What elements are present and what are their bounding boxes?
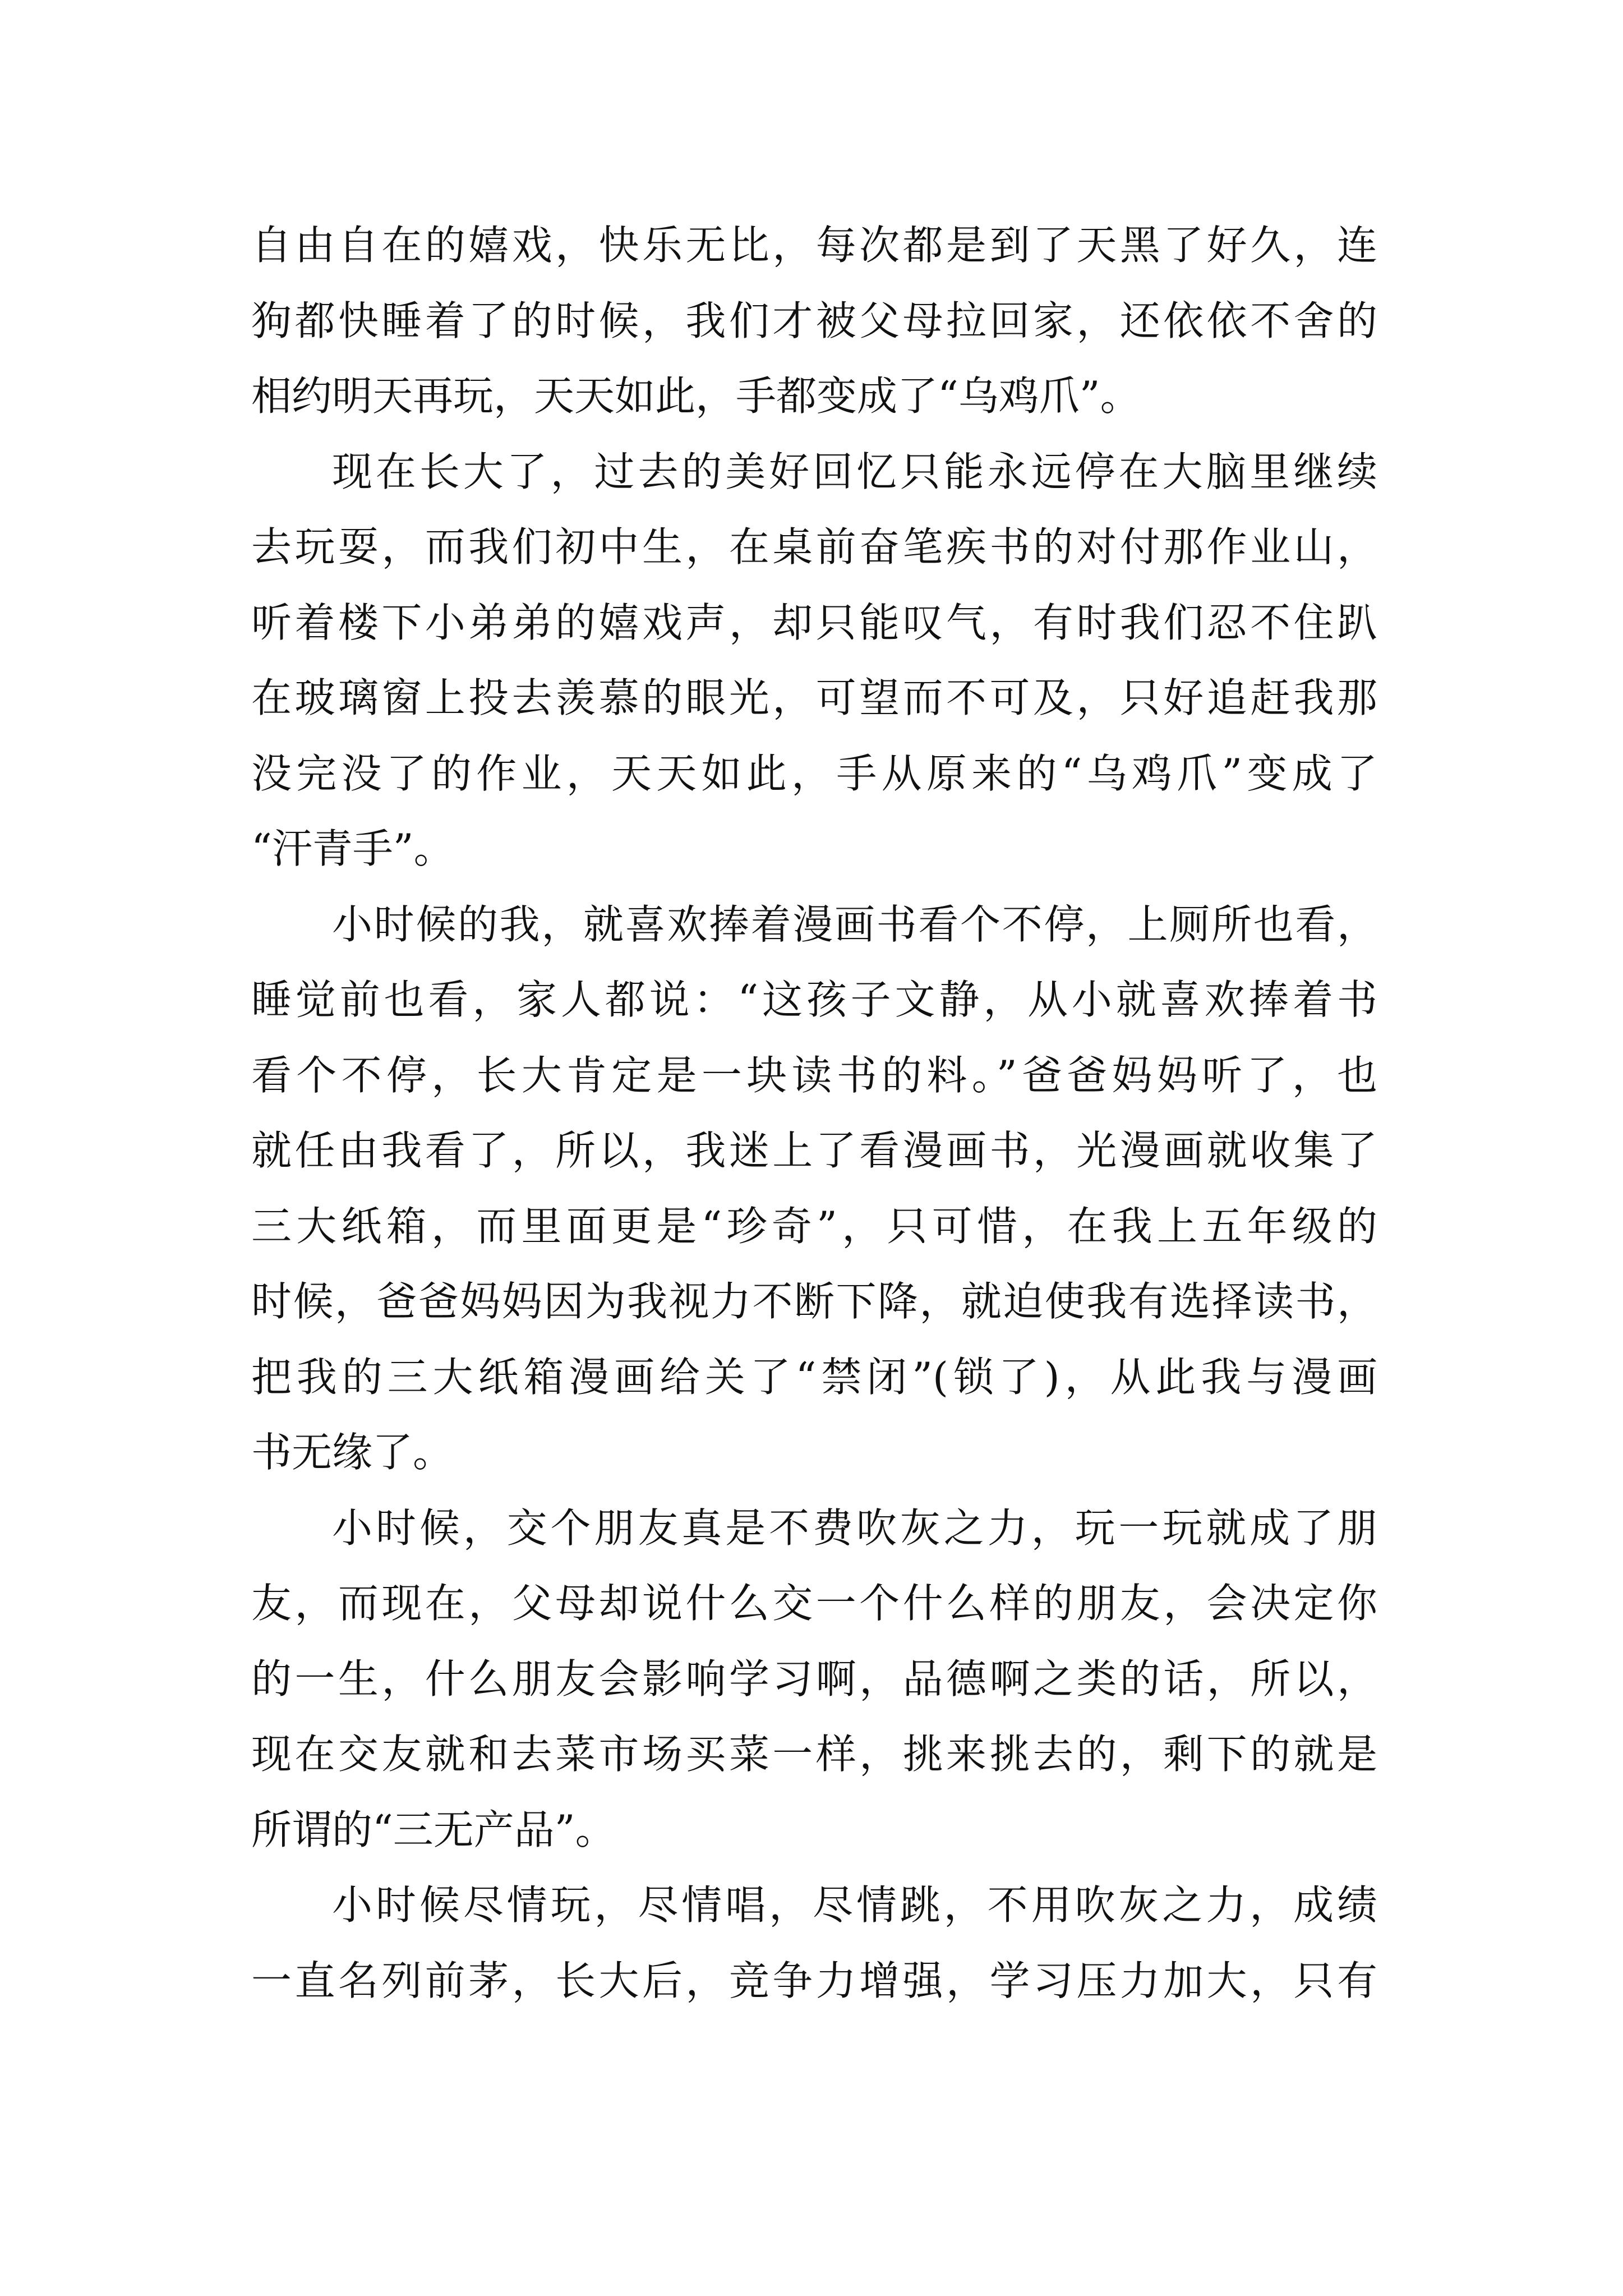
paragraph-2 (251, 434, 1377, 887)
text-line: 看个不停，长大肯定是一块读书的料。”爸爸妈妈听了，也 (251, 1051, 1377, 1099)
text-line: 睡觉前也看，家人都说：“这孩子文静，从小就喜欢捧着书 (251, 976, 1377, 1023)
paragraph-4 (251, 1490, 1377, 1868)
text-line: 友，而现在，父母却说什么交一个什么样的朋友，会决定你 (251, 1580, 1377, 1627)
text-line: 狗都快睡着了的时候，我们才被父母拉回家，还依依不舍的 (251, 297, 1377, 344)
text-line: 的一生，什么朋友会影响学习啊，品德啊之类的话，所以， (251, 1655, 1377, 1703)
text-line: 现在长大了，过去的美好回忆只能永远停在大脑里继续 (332, 448, 1377, 495)
paragraph-1 (251, 208, 1377, 434)
text-line: 去玩耍，而我们初中生，在桌前奋笔疾书的对付那作业山， (251, 523, 1377, 570)
text-line: 时候，爸爸妈妈因为我视力不断下降，就迫使我有选择读书， (251, 1278, 1377, 1325)
text-line: 在玻璃窗上投去羡慕的眼光，可望而不可及，只好追赶我那 (251, 674, 1377, 721)
text-line: “汗青手”。 (251, 825, 454, 872)
document-body (251, 208, 1377, 2018)
text-line: 所谓的“三无产品”。 (251, 1806, 616, 1853)
text-line: 听着楼下小弟弟的嬉戏声，却只能叹气，有时我们忍不住趴 (251, 599, 1377, 646)
text-line: 把我的三大纸箱漫画给关了“禁闭”(锁了)，从此我与漫画 (251, 1353, 1377, 1401)
text-line: 相约明天再玩，天天如此，手都变成了“乌鸡爪”。 (251, 372, 1141, 420)
text-line: 就任由我看了，所以，我迷上了看漫画书，光漫画就收集了 (251, 1127, 1377, 1174)
text-line: 三大纸箱，而里面更是“珍奇”，只可惜，在我上五年级的 (251, 1202, 1377, 1250)
paragraph-3 (251, 887, 1377, 1490)
paragraph-5 (251, 1867, 1377, 2018)
text-line: 没完没了的作业，天天如此，手从原来的“乌鸡爪”变成了 (251, 749, 1377, 797)
text-line: 小时候的我，就喜欢捧着漫画书看个不停，上厕所也看， (332, 900, 1377, 948)
text-line: 自由自在的嬉戏，快乐无比，每次都是到了天黑了好久，连 (251, 222, 1377, 269)
text-line: 现在交友就和去菜市场买菜一样，挑来挑去的，剩下的就是 (251, 1731, 1377, 1778)
text-line: 小时候，交个朋友真是不费吹灰之力，玩一玩就成了朋 (332, 1504, 1377, 1552)
text-line: 小时候尽情玩，尽情唱，尽情跳，不用吹灰之力，成绩 (332, 1881, 1377, 1929)
text-line: 一直名列前茅，长大后，竞争力增强，学习压力加大，只有 (251, 1957, 1377, 2004)
text-line: 书无缘了。 (251, 1429, 454, 1476)
